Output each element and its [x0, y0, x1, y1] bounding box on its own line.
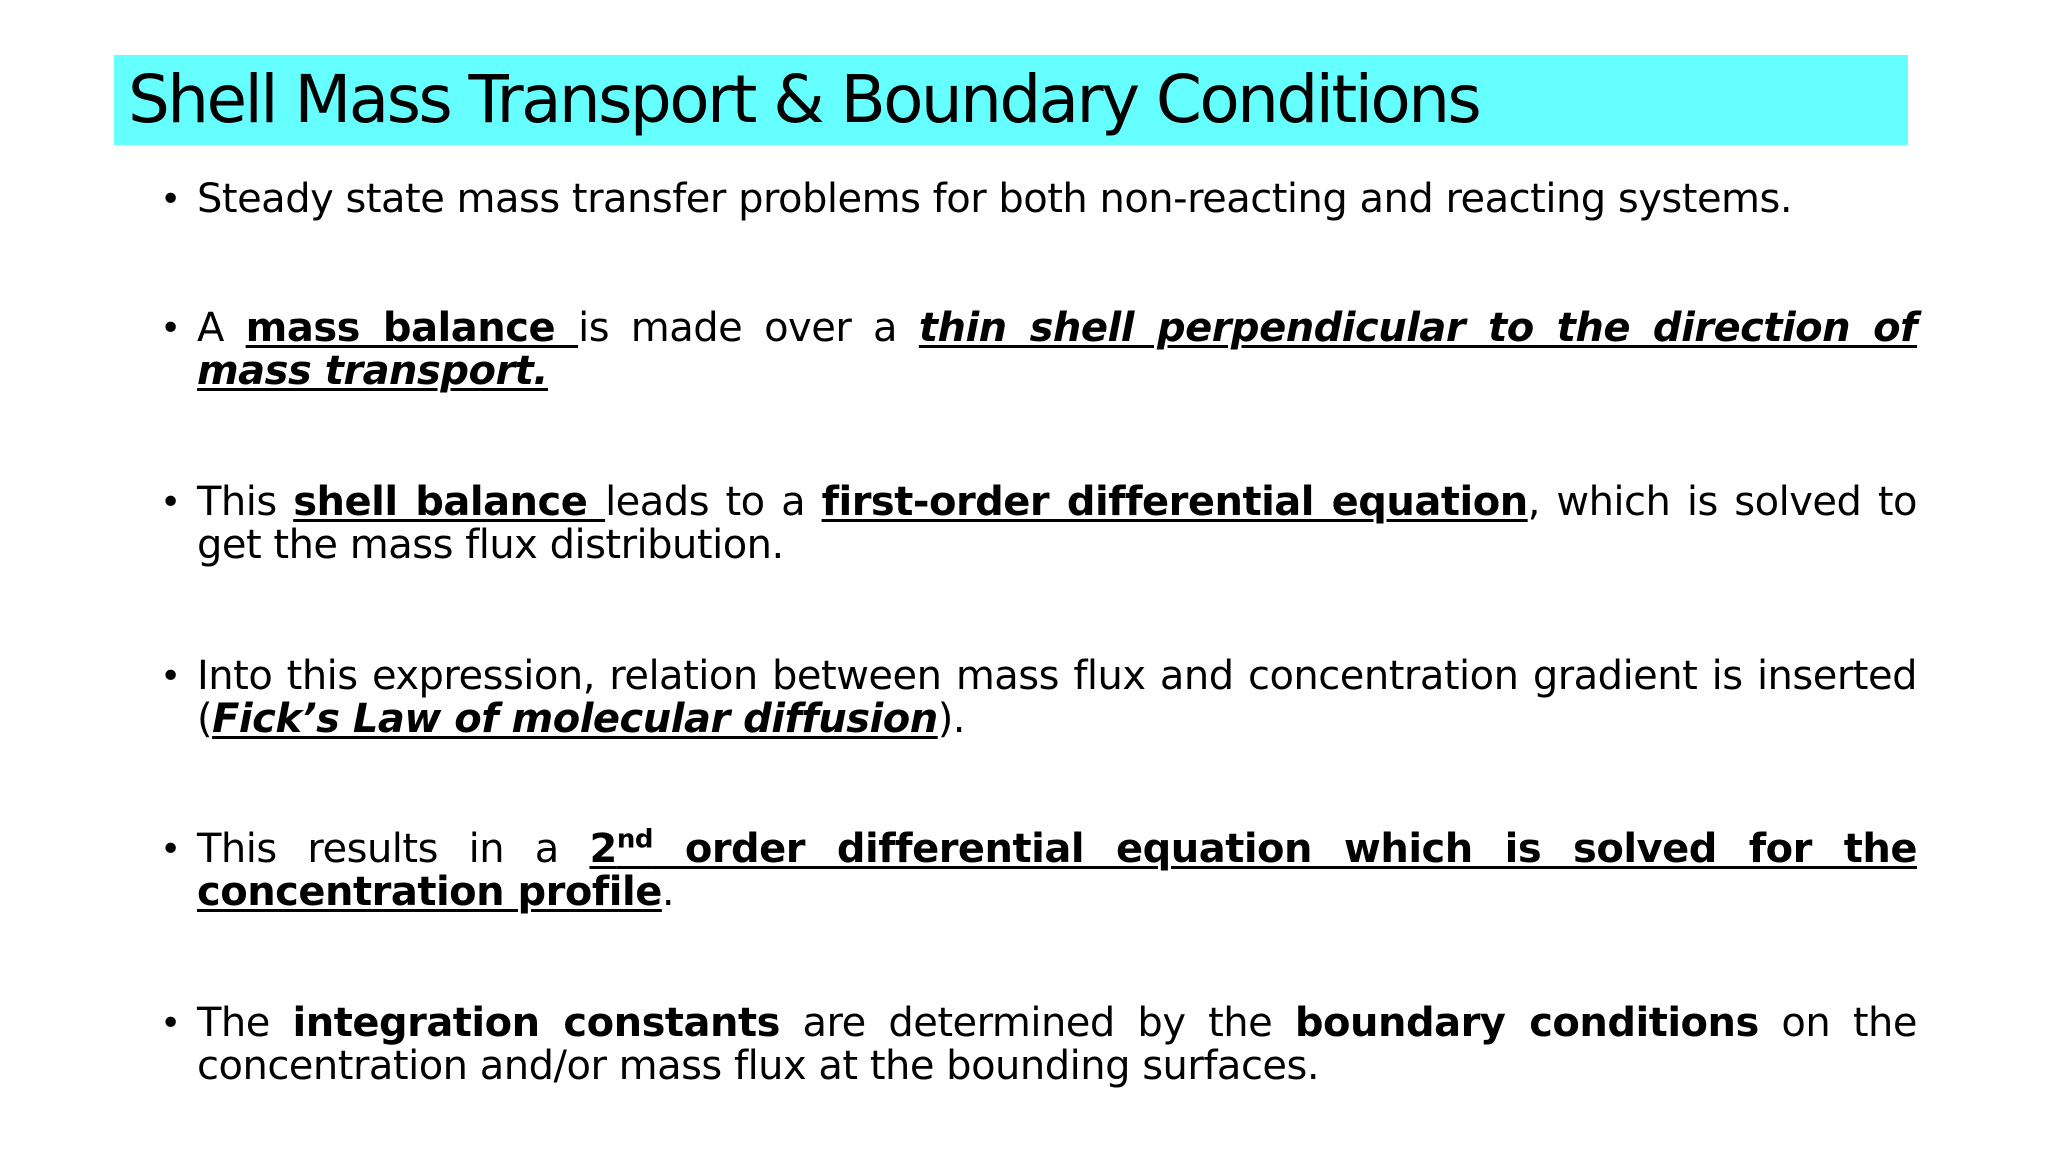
- text-run: 2: [589, 826, 617, 872]
- bullet-text-6: [197, 1002, 1917, 1088]
- text-run: This results in a: [197, 826, 590, 872]
- text-run: on the concentration and/or mass flux at the bounding surfaces.: [197, 1000, 1918, 1089]
- emphasis-ficks-law: Fick’s Law of molecular diffusion: [212, 696, 938, 742]
- text-run: is made over a: [578, 305, 919, 351]
- text-run: order differential equation which is solved for the concentration profile: [197, 826, 1917, 915]
- bullet-text-2: [197, 307, 1917, 393]
- text-run: , which is solved to get the mass flux distribution.: [197, 479, 1917, 568]
- emphasis-first-order-equation: first-order differential equation: [821, 479, 1528, 525]
- text-run: leads to a: [605, 479, 822, 525]
- slide-title: Shell Mass Transport & Boundary Conditions: [128, 61, 1480, 138]
- text-run: Steady state mass transfer problems for both non-reacting and reacting systems.: [197, 176, 1793, 222]
- bullet-dot-icon: •: [160, 1003, 182, 1044]
- text-run: This: [197, 479, 294, 525]
- emphasis-mass-balance: mass balance: [245, 305, 579, 351]
- bullet-dot-icon: •: [160, 482, 182, 523]
- text-run: ).: [937, 696, 966, 742]
- bullet-dot-icon: •: [160, 308, 182, 349]
- bullet-text-3: [197, 481, 1917, 567]
- text-run: are determined by the: [779, 1000, 1295, 1046]
- emphasis-shell-balance: shell balance: [293, 479, 606, 525]
- text-run: .: [661, 869, 675, 915]
- emphasis-integration-constants: integration constants: [292, 1000, 780, 1046]
- text-run: The: [197, 1000, 293, 1046]
- text-run: A: [197, 305, 246, 351]
- text-run: Into this expression, relation between mass flux and concentration gradient is inserted (: [197, 653, 1917, 742]
- bullet-text-1: [197, 178, 1917, 221]
- emphasis-thin-shell: thin shell perpendicular to the direction of mass transport.: [197, 305, 1918, 394]
- bullet-dot-icon: •: [160, 179, 182, 220]
- bullet-text-4: [197, 655, 1917, 741]
- superscript: nd: [616, 824, 653, 855]
- bullet-dot-icon: •: [160, 829, 182, 870]
- emphasis-boundary-conditions: boundary conditions: [1294, 1000, 1759, 1046]
- bullet-text-5: [197, 824, 1917, 915]
- bullet-dot-icon: •: [160, 656, 182, 697]
